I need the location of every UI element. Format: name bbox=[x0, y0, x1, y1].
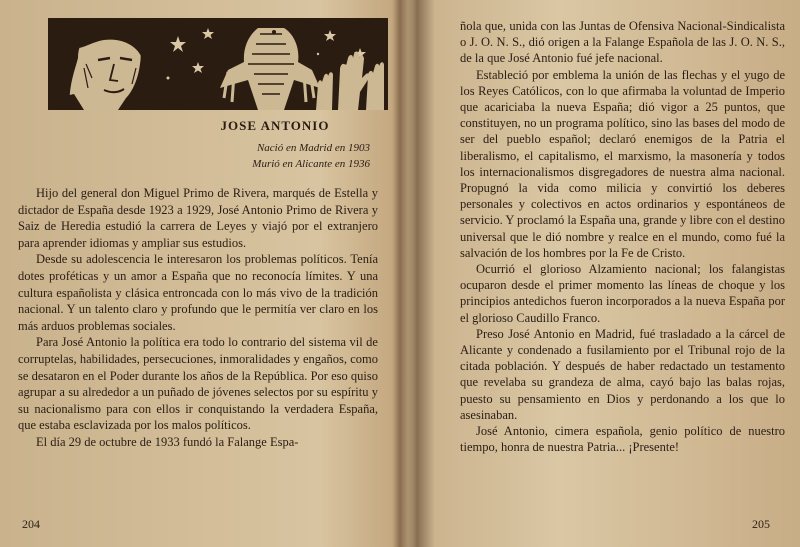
woodcut-illustration bbox=[48, 18, 388, 110]
page-heading: JOSE ANTONIO bbox=[220, 118, 330, 133]
woodcut-svg bbox=[48, 18, 388, 110]
paragraph: El día 29 de octubre de 1933 fundó la Falange Espa- bbox=[36, 434, 299, 449]
death-line: Murió en Alicante en 1936 bbox=[252, 158, 370, 170]
page-number-right: 205 bbox=[752, 517, 770, 531]
right-body-text bbox=[460, 18, 785, 455]
left-body-text bbox=[18, 185, 378, 451]
paragraph: Hijo del general don Miguel Primo de Rivera, marqués de Estella y dictador de España desde 1923 a 1929, José Antonio Primo de Rivera y Saiz de Heredia estudió la carrera de Leyes y viajó por el extranjero para aprender idiomas y ampliar sus estudios. bbox=[18, 186, 378, 250]
paragraph: Ocurrió el glorioso Alzamiento nacional; los falangistas ocuparon desde el primer momento las líneas de choque y los principios antedichos fueron incorporados a la nueva España por el glorioso Caudillo Franco. bbox=[460, 262, 785, 325]
page-number-left: 204 bbox=[22, 517, 40, 531]
paragraph: José Antonio, cimera española, genio político de nuestro tiempo, honra de nuestra Patria... ¡Presente! bbox=[460, 424, 785, 455]
right-page bbox=[440, 0, 800, 547]
birth-line: Nació en Madrid en 1903 bbox=[256, 142, 370, 154]
portrait-icon bbox=[48, 18, 154, 110]
continuation-paragraph: ñola que, unida con las Juntas de Ofensiva Nacional-Sindicalista o J. O. N. S., dió origen a la Falange Española de las J. O. N. S., de la que José Antonio fué jefe nacional. bbox=[460, 19, 785, 66]
paragraph: Desde su adolescencia le interesaron los problemas políticos. Tenía dotes proféticas y un amor a España que no reconocía límites. Y una cultura españolista y clásica entroncada con lo más vivo de la tradición nacional. Y un talento claro y profundo que le permitía ver claro en los más arduos problemas sociales. bbox=[18, 252, 378, 333]
paragraph: Estableció por emblema la unión de las flechas y el yugo de los Reyes Católicos, con lo que afirmaba la voluntad de Imperio que acariciaba la nueva España; dió vigor a 25 puntos, que constituyen, no un programa político, sino las bases del modo de ser del pueblo español; declaró enemigos de la Patria el liberalismo, el capitalismo, el marxismo, la masonería y todos los internacionalismos disgregadores de nuestra alma nacional. Propugnó la vida como milicia y convirtió los deberes personales y colectivos en actos ordinarios y espontáneos de servicio. Y proclamó la España una, grande y libre con el destino universal que le dió nombre y realce en el mundo, como fué la salvación de los hombres por la Fe de Cristo. bbox=[460, 67, 786, 260]
paragraph: Para José Antonio la política era todo lo contrario del sistema vil de corruptelas, habilidades, persecuciones, inmoralidades y engaños, como se desataron en el Poder durante los años de la República. Por eso quiso agrupar a su alrededor a un puñado de jóvenes selectos por su espíritu y su nacionalismo para con ellos ir conquistando la verdadera España, que estaba esclavizada por los malos políticos. bbox=[18, 335, 378, 433]
paragraph: Preso José Antonio en Madrid, fué trasladado a la cárcel de Alicante y condenado a fusilamiento por el Tribunal rojo de la citada población. Y después de haber redactado un testamento que revelaba su grandeza de alma, cayó bajo las balas rojas, puesto su pensamiento en Dios y perdonando a los que lo asesinaban. bbox=[460, 326, 785, 422]
